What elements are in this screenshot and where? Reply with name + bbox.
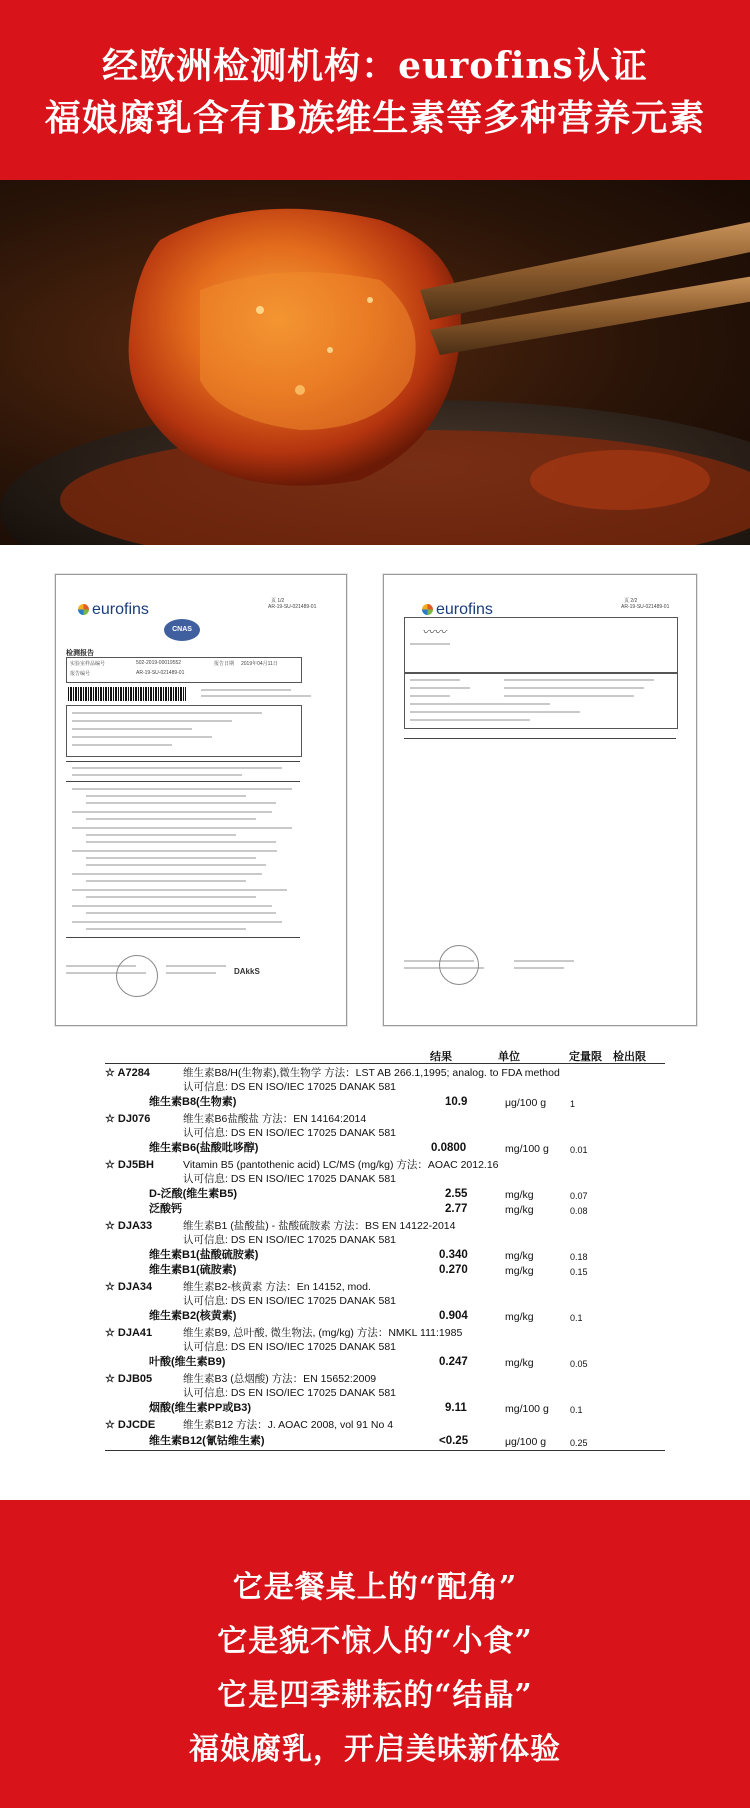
official-stamp <box>116 955 158 997</box>
tofu-chopsticks-illustration <box>0 180 750 545</box>
accreditation: 认可信息: DS EN ISO/IEC 17025 DANAK 581 <box>183 1081 396 1093</box>
result-unit: mg/kg <box>505 1250 534 1262</box>
result-loq: 1 <box>570 1099 576 1109</box>
col-result: 结果 <box>430 1051 452 1063</box>
col-lod: 检出限 <box>613 1051 646 1063</box>
official-stamp-2 <box>439 945 479 985</box>
page-number-2: 页 2/2 <box>624 598 638 604</box>
slogan-line-4: 福娘腐乳，开启美味新体验 <box>189 1732 561 1767</box>
report-no-inline: AR-19-SU-021489-01 <box>136 670 185 676</box>
bottom-banner <box>0 1500 750 1808</box>
result-value: 0.0800 <box>431 1142 467 1154</box>
result-loq: 0.15 <box>570 1267 588 1277</box>
sample-no-label: 实验室样品编号 <box>70 661 106 667</box>
result-unit: μg/100 g <box>505 1436 547 1448</box>
vitamin-results-table <box>105 1048 665 1452</box>
result-unit: mg/kg <box>505 1357 534 1369</box>
date-label: 报告日期 <box>214 661 235 667</box>
result-loq: 0.05 <box>570 1359 588 1369</box>
result-value: 0.904 <box>439 1310 468 1322</box>
eurofins-icon <box>78 604 89 615</box>
result-value: 0.247 <box>439 1356 468 1368</box>
nutrient-name: 维生素B1(盐酸硫胺素) <box>149 1249 259 1261</box>
accreditation: 认可信息: DS EN ISO/IEC 17025 DANAK 581 <box>183 1127 396 1139</box>
result-value: 9.11 <box>445 1402 467 1414</box>
test-method: 维生素B8/H(生物素),微生物学 方法：LST AB 266.1,1995; analog. to FDA method <box>183 1067 560 1079</box>
accreditation: 认可信息: DS EN ISO/IEC 17025 DANAK 581 <box>183 1295 396 1307</box>
report-date: 2019年04月11日 <box>241 661 278 667</box>
report-number: AR-19-SU-021489-01 <box>268 604 317 610</box>
col-unit: 单位 <box>498 1051 520 1063</box>
result-loq: 0.1 <box>570 1405 583 1415</box>
slogan-line-1: 它是餐桌上的“配角” <box>232 1570 518 1605</box>
test-method: 维生素B6盐酸盐 方法：EN 14164:2014 <box>183 1113 367 1125</box>
report-no-label: 报告编号 <box>70 671 91 677</box>
footer-rule <box>105 1450 665 1451</box>
handwritten-signature: 〰〰 <box>422 625 447 639</box>
test-code: ☆ DJCDE <box>105 1419 156 1431</box>
nutrient-name: 维生素B12(氰钴维生素) <box>149 1435 265 1447</box>
accreditation: 认可信息: DS EN ISO/IEC 17025 DANAK 581 <box>183 1234 396 1246</box>
eurofins-logo-2: eurofins <box>422 601 493 619</box>
fermented-tofu-photo <box>0 180 750 545</box>
test-method: 维生素B12 方法：J. AOAC 2008, vol 91 No 4 <box>183 1419 394 1431</box>
test-code: ☆ DJA41 <box>105 1327 153 1339</box>
header-rule <box>105 1063 665 1064</box>
test-method: 维生素B2-核黄素 方法：En 14152, mod. <box>183 1281 371 1293</box>
result-unit: mg/kg <box>505 1189 534 1201</box>
test-code: ☆ DJA34 <box>105 1281 153 1293</box>
result-unit: mg/kg <box>505 1311 534 1323</box>
headline-certification: 经欧洲检测机构：eurofins认证 <box>102 45 648 87</box>
nutrient-name: 叶酸(维生素B9) <box>149 1356 226 1368</box>
result-loq: 0.25 <box>570 1438 588 1448</box>
result-unit: mg/kg <box>505 1204 534 1216</box>
report-page-1 <box>55 574 347 1026</box>
test-method: 维生素B9, 总叶酸, 微生物法, (mg/kg) 方法：NMKL 111:1985 <box>183 1327 463 1339</box>
nutrient-name: 泛酸钙 <box>149 1203 182 1215</box>
test-code: ☆ DJB05 <box>105 1373 153 1385</box>
result-value: 0.340 <box>439 1249 468 1261</box>
nutrient-name: 维生素B6(盐酸吡哆醇) <box>149 1142 259 1154</box>
eurofins-logo: eurofins <box>78 601 149 619</box>
test-code: ☆ DJA33 <box>105 1220 153 1232</box>
nutrient-name: 维生素B1(硫胺素) <box>149 1264 237 1276</box>
result-unit: mg/100 g <box>505 1143 549 1155</box>
result-value: <0.25 <box>439 1435 469 1447</box>
dakks-logo: DAkkS <box>234 967 260 976</box>
result-unit: μg/100 g <box>505 1097 547 1109</box>
nutrient-name: 维生素B2(核黄素) <box>149 1310 237 1322</box>
result-value: 2.55 <box>445 1188 468 1200</box>
nutrient-name: 维生素B8(生物素) <box>149 1096 237 1108</box>
barcode <box>68 687 186 701</box>
test-method: 维生素B1 (盐酸盐) - 盐酸硫胺素 方法：BS EN 14122-2014 <box>183 1220 456 1232</box>
test-method: 维生素B3 (总烟酸) 方法：EN 15652:2009 <box>183 1373 377 1385</box>
slogan-line-2: 它是貌不惊人的“小食” <box>217 1624 533 1659</box>
accreditation: 认可信息: DS EN ISO/IEC 17025 DANAK 581 <box>183 1173 396 1185</box>
result-loq: 0.08 <box>570 1206 588 1216</box>
result-value: 0.270 <box>439 1264 468 1276</box>
sample-no: 502-2019-00019552 <box>136 660 182 666</box>
result-unit: mg/kg <box>505 1265 534 1277</box>
result-loq: 0.07 <box>570 1191 588 1201</box>
accreditation: 认可信息: DS EN ISO/IEC 17025 DANAK 581 <box>183 1387 396 1399</box>
test-code: ☆ DJ5BH <box>105 1159 154 1171</box>
test-code: ☆ A7284 <box>105 1067 150 1079</box>
report-number-2: AR-19-SU-021489-01 <box>621 604 670 610</box>
result-loq: 0.01 <box>570 1145 588 1155</box>
nutrient-name: 烟酸(维生素PP或B3) <box>149 1402 252 1414</box>
nutrient-name: D-泛酸(维生素B5) <box>149 1188 237 1200</box>
result-loq: 0.18 <box>570 1252 588 1262</box>
accreditation: 认可信息: DS EN ISO/IEC 17025 DANAK 581 <box>183 1341 396 1353</box>
report-page-2 <box>383 574 697 1026</box>
cnas-logo: CNAS <box>164 619 200 641</box>
result-value: 2.77 <box>445 1203 468 1215</box>
headline-nutrition: 福娘腐乳含有B族维生素等多种营养元素 <box>44 97 706 139</box>
top-banner <box>0 0 750 180</box>
slogan-line-3: 它是四季耕耘的“结晶” <box>217 1678 533 1713</box>
eurofins-icon <box>422 604 433 615</box>
report-title: 检测报告 <box>66 650 94 657</box>
page-number: 页 1/2 <box>271 598 285 604</box>
result-unit: mg/100 g <box>505 1403 549 1415</box>
result-loq: 0.1 <box>570 1313 583 1323</box>
test-method: Vitamin B5 (pantothenic acid) LC/MS (mg/kg) 方法：AOAC 2012.16 <box>183 1159 499 1171</box>
col-loq: 定量限 <box>569 1051 602 1063</box>
result-value: 10.9 <box>445 1096 468 1108</box>
test-code: ☆ DJ076 <box>105 1113 151 1125</box>
